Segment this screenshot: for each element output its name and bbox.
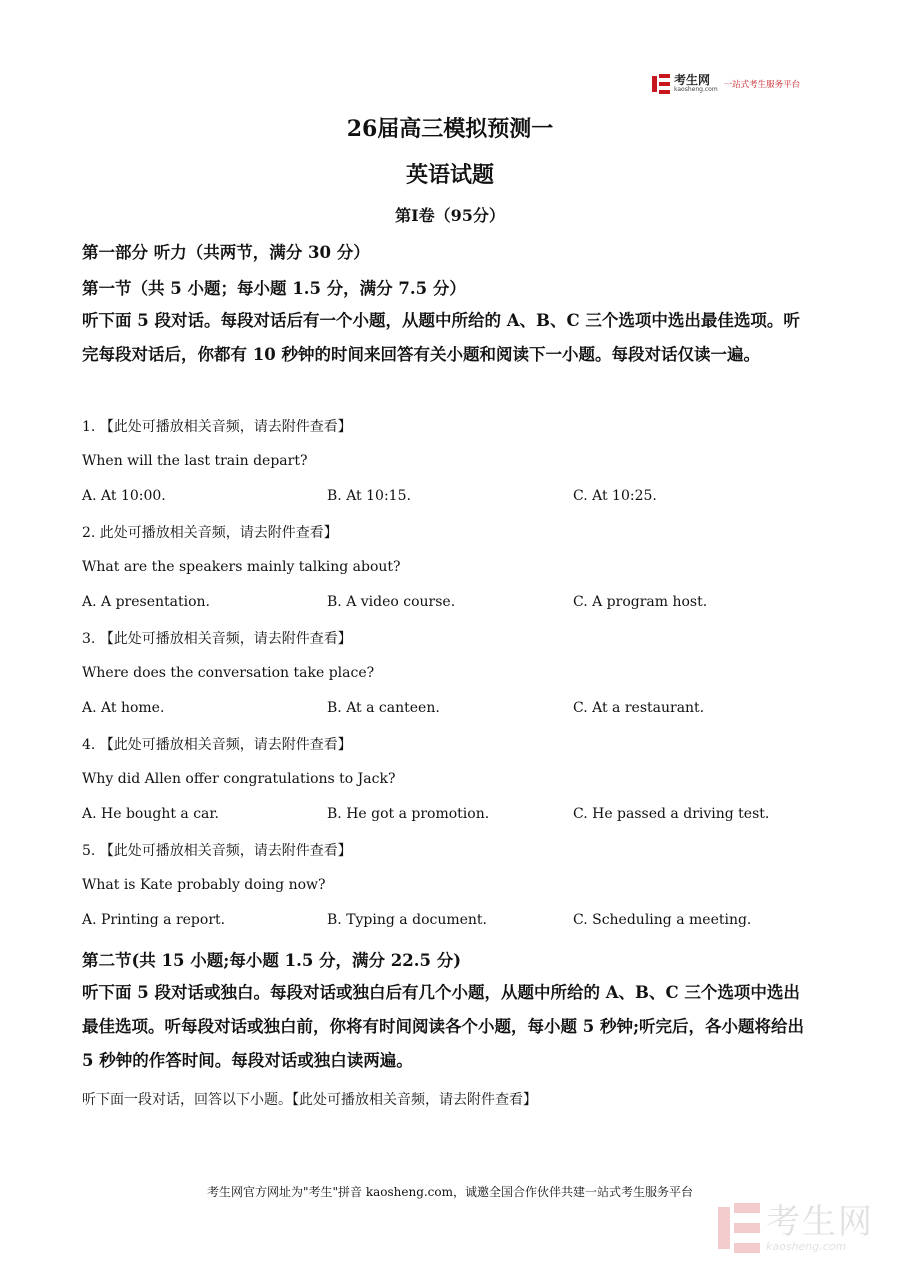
- option-b: B. A video course.: [327, 594, 456, 610]
- watermark-name: 考生网: [766, 1201, 874, 1242]
- option-a: A. He bought a car.: [82, 806, 220, 822]
- audio-placeholder: 1. 【此处可播放相关音频，请去附件查看】: [82, 419, 352, 435]
- option-c: C. He passed a driving test.: [573, 806, 770, 822]
- subject-title: 英语试题: [405, 162, 494, 188]
- watermark-logo-icon: [718, 1203, 760, 1253]
- question-text: Where does the conversation take place?: [82, 665, 375, 681]
- option-b: B. At 10:15.: [327, 488, 411, 504]
- option-a: A. At 10:00.: [82, 488, 166, 504]
- option-c: C. At a restaurant.: [573, 700, 705, 716]
- option-a: A. At home.: [82, 700, 165, 716]
- option-a: A. A presentation.: [82, 594, 210, 610]
- section2-instructions: 听下面 5 段对话或独白。每段对话或独白后有几个小题，从题中所给的 A、B、C 三个选项中选出最佳选项。听每段对话或独白前，你将有时间阅读各个小题，每小题 5 秒钟;听完后，各小题将给出 5 秒钟的作答时间。每段对话或独白读两遍。: [82, 983, 805, 1070]
- option-c: C. Scheduling a meeting.: [573, 912, 752, 928]
- section2-heading: 第二节(共 15 小题;每小题 1.5 分，满分 22.5 分): [82, 951, 462, 970]
- question-text: What is Kate probably doing now?: [82, 877, 326, 893]
- option-b: B. Typing a document.: [327, 912, 488, 928]
- exam-title: 26届高三模拟预测一: [346, 116, 554, 142]
- option-c: C. A program host.: [573, 594, 708, 610]
- audio-placeholder: 2. 此处可播放相关音频，请去附件查看】: [82, 525, 338, 541]
- logo-name: 考生网: [674, 73, 711, 87]
- option-a: A. Printing a report.: [82, 912, 226, 928]
- page-footer: 考生网官方网址为"考生"拼音 kaosheng.com，诚邀全国合作伙伴共建一站式考生服务平台: [206, 1185, 694, 1199]
- header-logo: [652, 72, 800, 96]
- audio-placeholder: 4. 【此处可播放相关音频，请去附件查看】: [82, 737, 352, 753]
- logo-slogan: 一站式考生服务平台: [723, 80, 801, 90]
- question-text: What are the speakers mainly talking about?: [82, 559, 401, 575]
- option-b: B. He got a promotion.: [327, 806, 490, 822]
- dialogue-intro: 听下面一段对话，回答以下小题。【此处可播放相关音频，请去附件查看】: [82, 1092, 537, 1108]
- kaosheng-logo-icon: [652, 74, 670, 94]
- audio-placeholder: 3. 【此处可播放相关音频，请去附件查看】: [82, 631, 352, 647]
- question-text: When will the last train depart?: [82, 453, 308, 469]
- question-text: Why did Allen offer congratulations to Jack?: [82, 771, 396, 787]
- watermark-text: [766, 1201, 874, 1253]
- option-c: C. At 10:25.: [573, 488, 657, 504]
- volume-title: 第I卷（95分）: [395, 206, 505, 225]
- section1-instructions: 听下面 5 段对话。每段对话后有一个小题，从题中所给的 A、B、C 三个选项中选出最佳选项。听完每段对话后，你都有 10 秒钟的时间来回答有关小题和阅读下一小题。每段对话仅读一遍。: [82, 311, 800, 364]
- audio-placeholder: 5. 【此处可播放相关音频，请去附件查看】: [82, 843, 352, 859]
- option-b: B. At a canteen.: [327, 700, 440, 716]
- watermark: [718, 1203, 874, 1253]
- logo-text: [674, 74, 718, 94]
- section1-heading: 第一节（共 5 小题；每小题 1.5 分，满分 7.5 分）: [82, 279, 466, 298]
- logo-url: kaosheng.com: [674, 86, 718, 93]
- part1-heading: 第一部分 听力（共两节，满分 30 分）: [82, 243, 370, 262]
- watermark-url: kaosheng.com: [766, 1239, 847, 1253]
